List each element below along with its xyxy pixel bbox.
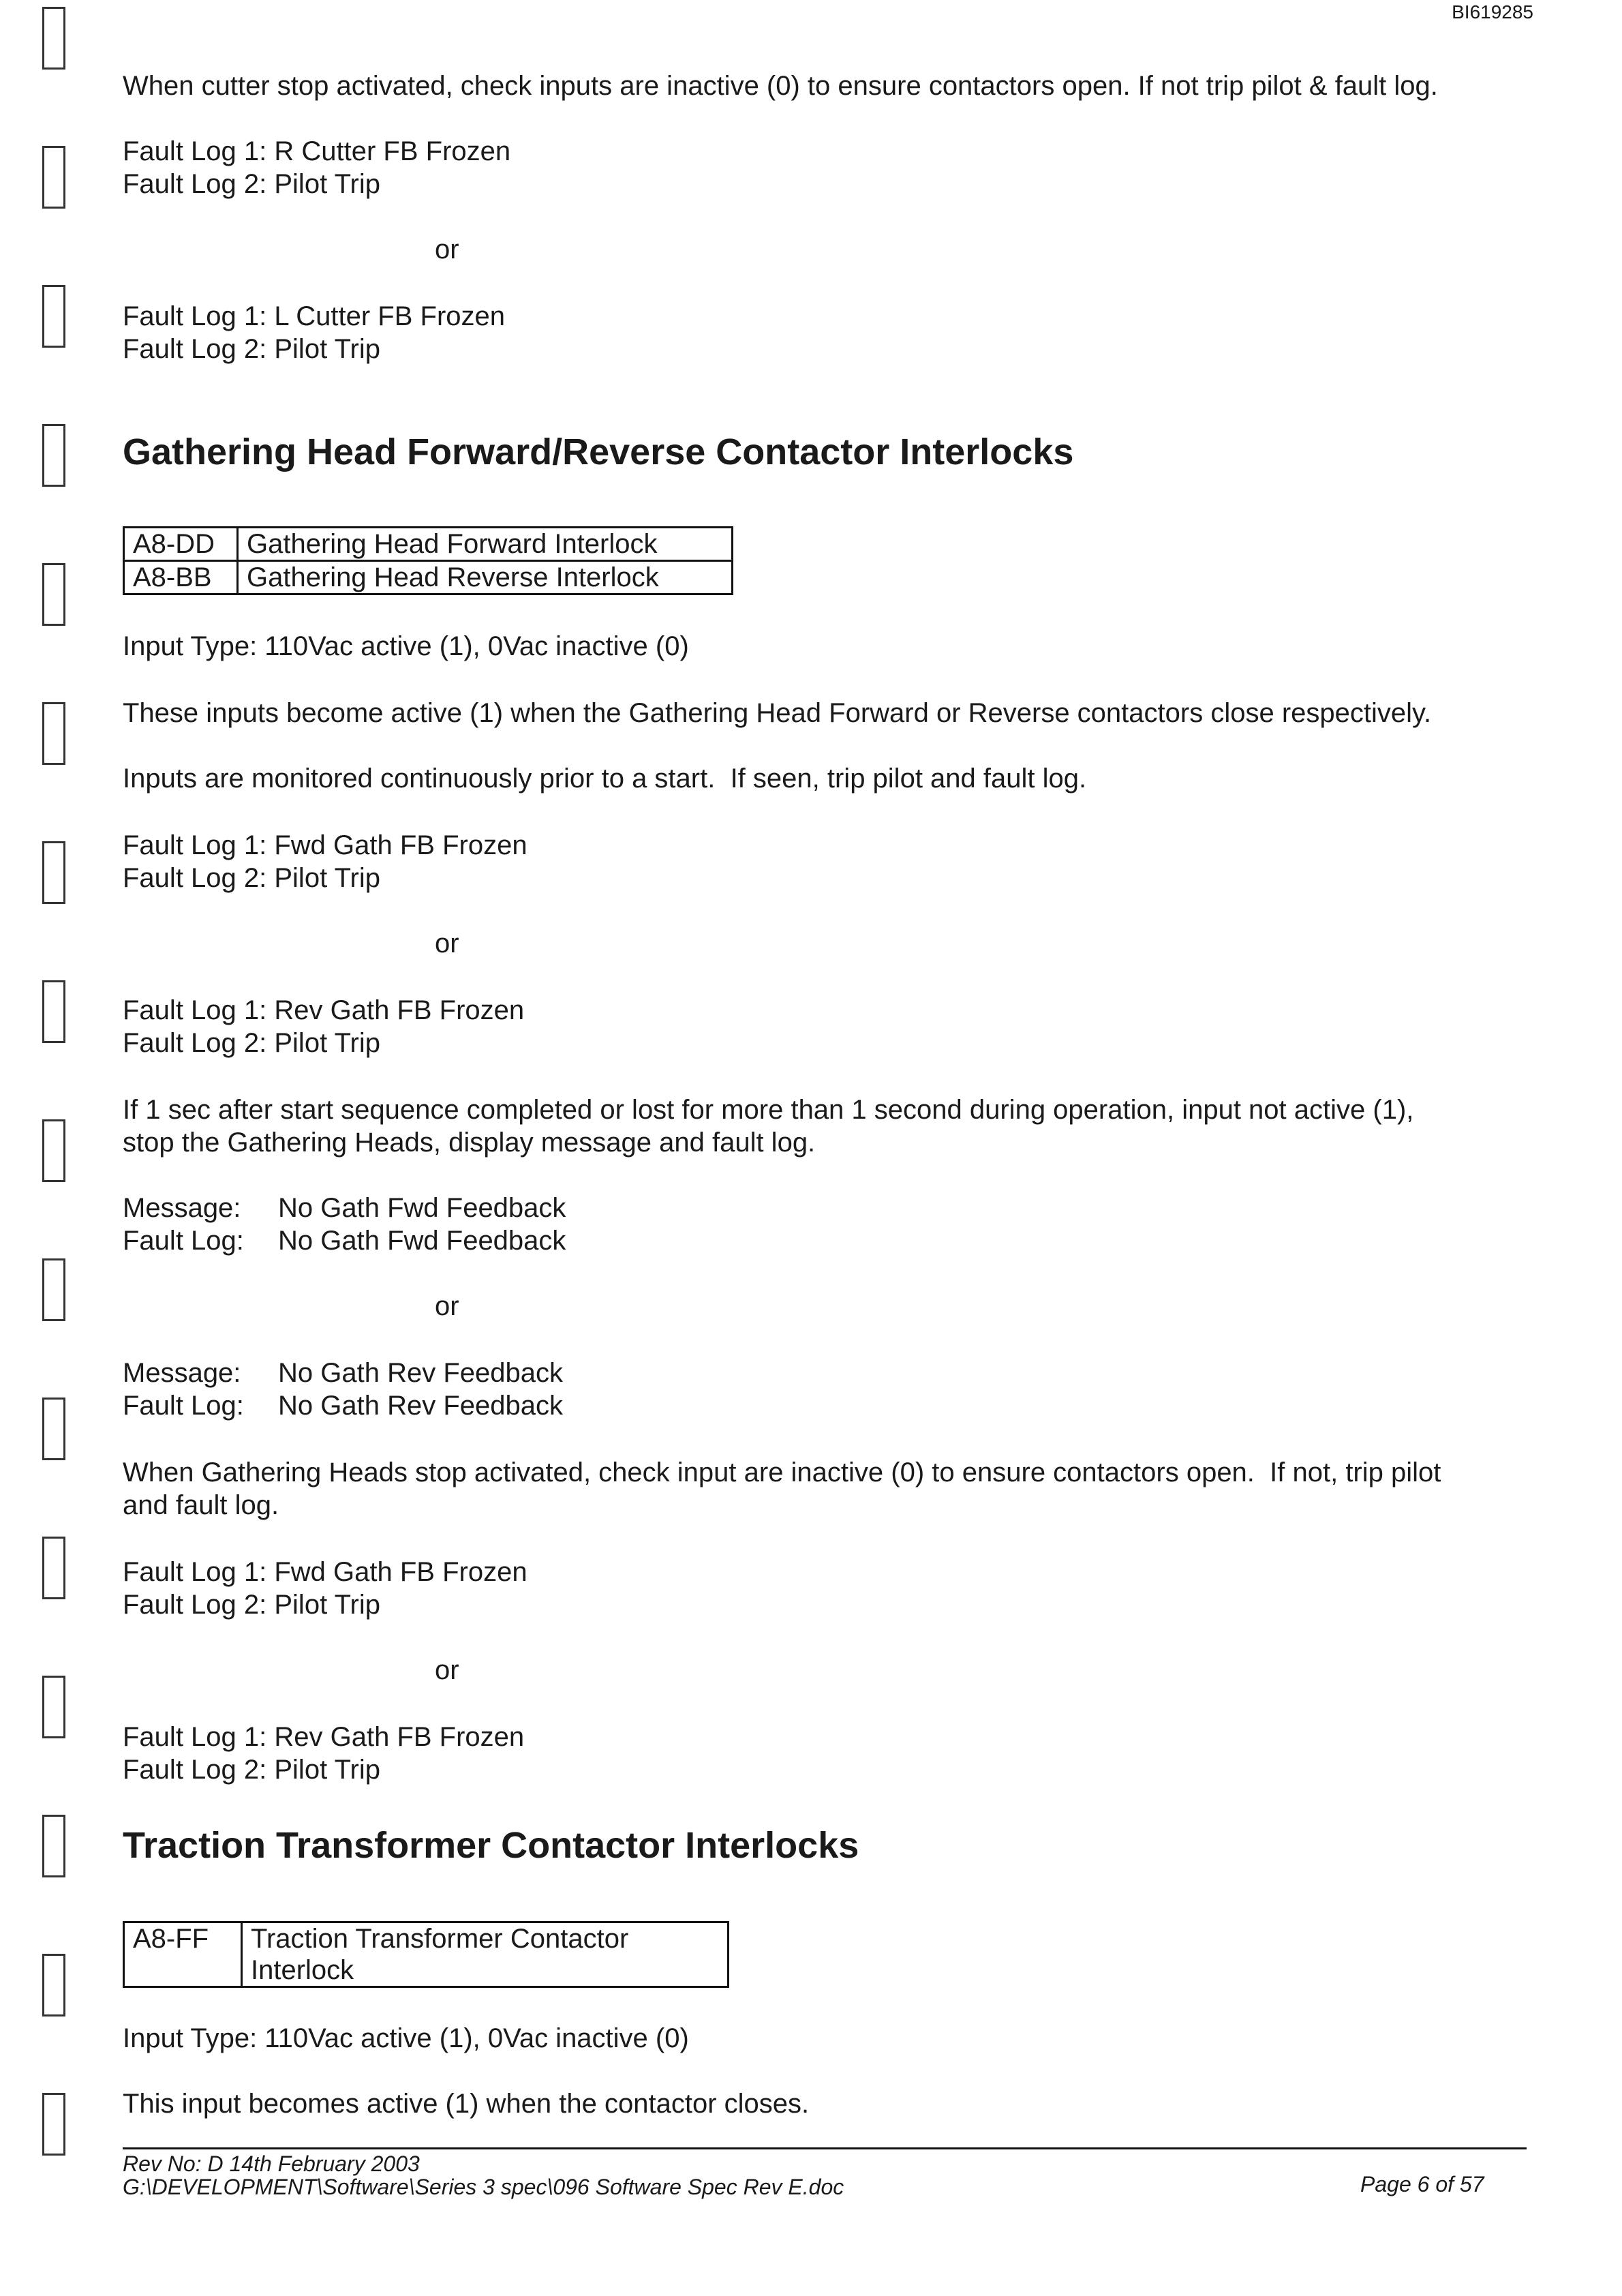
io-description <box>242 1922 729 1987</box>
io-description-line: Interlock <box>251 1955 354 1985</box>
binder-hole <box>42 146 65 209</box>
table-row <box>124 528 733 561</box>
fault-log-line: Fault Log 1: Fwd Gath FB Frozen <box>123 830 527 860</box>
or-separator: or <box>435 1291 459 1321</box>
io-code: A8-BB <box>124 561 238 594</box>
binder-hole <box>42 1676 65 1738</box>
fault-log-line <box>123 1389 563 1422</box>
input-type: Input Type: 110Vac active (1), 0Vac inactive (0) <box>123 2023 689 2053</box>
binder-hole <box>42 1537 65 1599</box>
fault-log-line: Fault Log 1: Rev Gath FB Frozen <box>123 995 525 1025</box>
message-value: No Gath Rev Feedback <box>278 1358 563 1388</box>
message-label: Message: <box>123 1358 241 1388</box>
fault-log-line: Fault Log 1: Fwd Gath FB Frozen <box>123 1557 527 1587</box>
fault-log-value: No Gath Fwd Feedback <box>278 1226 566 1256</box>
binder-hole <box>42 1398 65 1460</box>
message-line <box>123 1192 566 1224</box>
traction-io-table <box>123 1921 729 1988</box>
binder-hole <box>42 980 65 1043</box>
page-number: Page 6 of 57 <box>1360 2172 1484 2196</box>
table-row <box>124 561 733 594</box>
input-type: Input Type: 110Vac active (1), 0Vac inactive (0) <box>123 631 689 661</box>
binder-hole <box>42 424 65 487</box>
fault-log-label: Fault Log: <box>123 1391 244 1421</box>
io-description: Gathering Head Forward Interlock <box>238 528 733 561</box>
binder-hole <box>42 841 65 904</box>
fault-log-line: Fault Log 2: Pilot Trip <box>123 1590 380 1620</box>
fault-log-line: Fault Log 1: L Cutter FB Frozen <box>123 301 505 331</box>
fault-log-line: Fault Log 2: Pilot Trip <box>123 169 380 199</box>
binder-hole <box>42 2093 65 2156</box>
section-heading-gathering: Gathering Head Forward/Reverse Contactor Interlocks <box>123 432 1074 472</box>
binder-hole <box>42 1119 65 1182</box>
fault-log-value: No Gath Rev Feedback <box>278 1391 563 1421</box>
message-line <box>123 1357 563 1389</box>
fault-log-line: Fault Log 1: Rev Gath FB Frozen <box>123 1722 525 1752</box>
or-separator: or <box>435 1655 459 1685</box>
fault-log-label: Fault Log: <box>123 1226 244 1256</box>
description: If 1 sec after start sequence completed or lost for more than 1 second during operation, input not active (1), <box>123 1095 1414 1125</box>
footer-rule <box>123 2147 1527 2149</box>
fault-log-line: Fault Log 2: Pilot Trip <box>123 1028 380 1058</box>
io-code: A8-FF <box>124 1922 242 1987</box>
io-code: A8-DD <box>124 528 238 561</box>
description: stop the Gathering Heads, display message and fault log. <box>123 1128 816 1158</box>
message-label: Message: <box>123 1193 241 1223</box>
footer-path: G:\DEVELOPMENT\Software\Series 3 spec\096 Software Spec Rev E.doc <box>123 2175 844 2199</box>
io-description: Gathering Head Reverse Interlock <box>238 561 733 594</box>
binder-hole <box>42 563 65 626</box>
description: These inputs become active (1) when the Gathering Head Forward or Reverse contactors close respectively. <box>123 698 1432 728</box>
fault-log-line: Fault Log 1: R Cutter FB Frozen <box>123 136 511 166</box>
binder-hole <box>42 285 65 348</box>
or-separator: or <box>435 235 459 265</box>
footer-revision: Rev No: D 14th February 2003 <box>123 2151 420 2176</box>
document-id: BI619285 <box>1452 1 1533 22</box>
or-separator: or <box>435 928 459 958</box>
binder-hole <box>42 1815 65 1877</box>
fault-log-line: Fault Log 2: Pilot Trip <box>123 1755 380 1785</box>
fault-log-line: Fault Log 2: Pilot Trip <box>123 863 380 893</box>
binder-hole <box>42 702 65 765</box>
fault-log-line: Fault Log 2: Pilot Trip <box>123 334 380 364</box>
gathering-io-table <box>123 526 733 595</box>
description: When Gathering Heads stop activated, check input are inactive (0) to ensure contactors open. If not, trip pilot <box>123 1457 1441 1487</box>
binder-hole <box>42 7 65 70</box>
description: Inputs are monitored continuously prior to a start. If seen, trip pilot and fault log. <box>123 764 1087 794</box>
description: and fault log. <box>123 1490 279 1520</box>
description: This input becomes active (1) when the contactor closes. <box>123 2089 810 2119</box>
binder-hole <box>42 1954 65 2016</box>
binder-hole <box>42 1258 65 1321</box>
fault-log-line <box>123 1224 566 1257</box>
section-heading-traction: Traction Transformer Contactor Interlocks <box>123 1825 859 1866</box>
intro-line: When cutter stop activated, check inputs are inactive (0) to ensure contactors open. If not trip pilot & fault log. <box>123 71 1438 101</box>
message-value: No Gath Fwd Feedback <box>278 1193 566 1223</box>
table-row <box>124 1922 729 1987</box>
io-description-line: Traction Transformer Contactor <box>251 1924 629 1954</box>
